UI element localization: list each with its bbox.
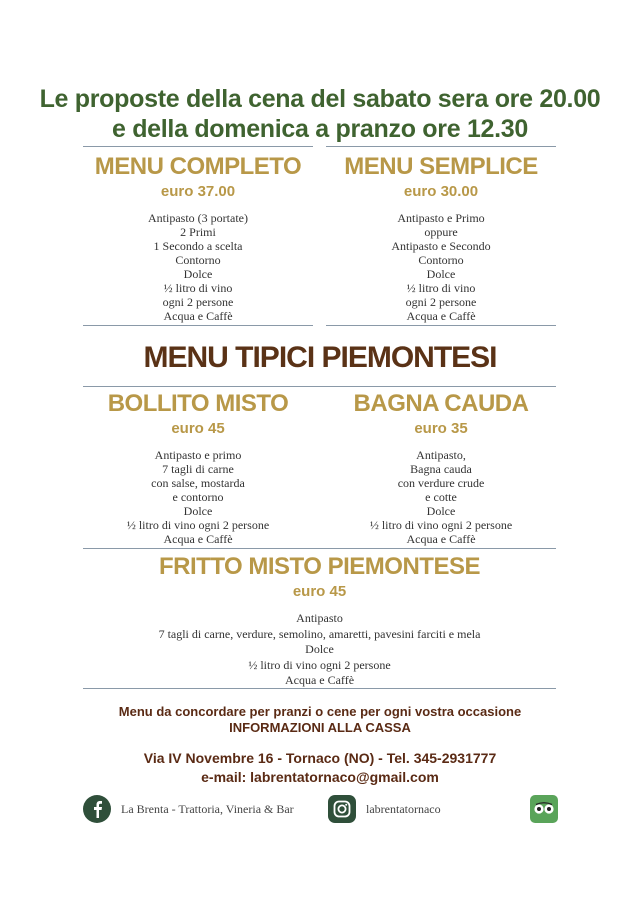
address: Via IV Novembre 16 - Tornaco (NO) - Tel. 345-2931777 [143,750,497,766]
email[interactable]: e-mail: labrentatornaco@gmail.com [201,769,439,785]
divider [83,548,556,549]
menu-line: Contorno [175,253,221,267]
menu-line: Dolce [183,267,213,281]
menu-line: 7 tagli di carne [162,462,234,476]
header-line-1: Le proposte della cena del sabato sera ore 20.00 [39,85,601,113]
divider [83,688,556,689]
menu-line: Antipasto (3 portate) [148,211,248,225]
menu-line: Acqua e Caffè [163,532,233,546]
info-line-2: INFORMAZIONI ALLA CASSA [229,720,411,735]
menu-line: Acqua e Caffè [163,309,233,323]
info-line-1: Menu da concordare per pranzi o cene per ogni vostra occasione [118,704,522,719]
bollito-price: euro 45 [171,420,225,437]
menu-completo [83,153,313,323]
divider [83,325,313,326]
divider [326,146,556,147]
menu-line: con verdure crude [397,476,485,490]
menu-completo-price: euro 37.00 [160,183,236,200]
bagna-price: euro 35 [414,420,468,437]
menu-line: Antipasto e Secondo [391,239,491,253]
menu-line: 2 Primi [180,225,216,239]
menu-line: ogni 2 persone [405,295,477,309]
menu-line: oppure [424,225,458,239]
menu-completo-lines [83,211,313,323]
menu-line: ½ litro di vino [406,281,476,295]
tipici-title: MENU TIPICI PIEMONTESI [143,341,497,374]
bagna-cauda [326,390,556,546]
divider [83,386,556,387]
menu-line: Antipasto [296,611,343,625]
fritto-lines [83,611,556,689]
bollito-title: BOLLITO MISTO [107,390,289,417]
menu-line: Antipasto e Primo [397,211,485,225]
menu-semplice-lines [326,211,556,323]
bagna-title: BAGNA CAUDA [353,390,529,417]
menu-line: Antipasto e primo [154,448,242,462]
menu-line: ½ litro di vino [163,281,233,295]
menu-line: Dolce [305,642,334,656]
menu-line: e cotte [425,490,457,504]
menu-line: Antipasto, [416,448,466,462]
bollito-misto [83,390,313,546]
menu-line: Contorno [418,253,464,267]
instagram-icon [328,795,356,823]
menu-semplice-title: MENU SEMPLICE [344,153,538,180]
instagram-label: labrentatornaco [366,801,441,816]
menu-semplice-price: euro 30.00 [403,183,479,200]
bagna-lines [326,448,556,546]
menu-line: 7 tagli di carne, verdure, semolino, amaretti, pavesini farciti e mela [158,626,481,641]
instagram-link[interactable] [328,795,441,823]
fritto-price: euro 45 [292,583,347,600]
menu-line: Bagna cauda [410,462,472,476]
menu-semplice [326,153,556,323]
menu-line: 1 Secondo a scelta [153,239,243,253]
menu-line: Dolce [183,504,213,518]
menu-line: Acqua e Caffè [406,309,476,323]
menu-line: ogni 2 persone [162,295,234,309]
menu-completo-title: MENU COMPLETO [94,153,302,180]
divider [83,146,313,147]
facebook-icon [83,795,111,823]
menu-line: e contorno [172,490,224,504]
header-line-2: e della domenica a pranzo ore 12.30 [111,115,529,143]
bollito-lines [83,448,313,546]
facebook-link[interactable] [83,795,294,823]
menu-line: ½ litro di vino ogni 2 persone [369,518,513,532]
menu-line: Acqua e Caffè [406,532,476,546]
fritto-misto [83,553,556,689]
menu-line: ½ litro di vino ogni 2 persone [248,657,391,672]
menu-line: Dolce [426,267,456,281]
menu-line: con salse, mostarda [151,476,245,490]
menu-line: Dolce [426,504,456,518]
menu-line: ½ litro di vino ogni 2 persone [126,518,270,532]
facebook-label: La Brenta - Trattoria, Vineria & Bar [121,801,294,816]
fritto-title: FRITTO MISTO PIEMONTESE [159,553,480,580]
tripadvisor-icon[interactable] [530,795,558,823]
menu-line: Acqua e Caffè [284,673,355,687]
divider [326,325,556,326]
